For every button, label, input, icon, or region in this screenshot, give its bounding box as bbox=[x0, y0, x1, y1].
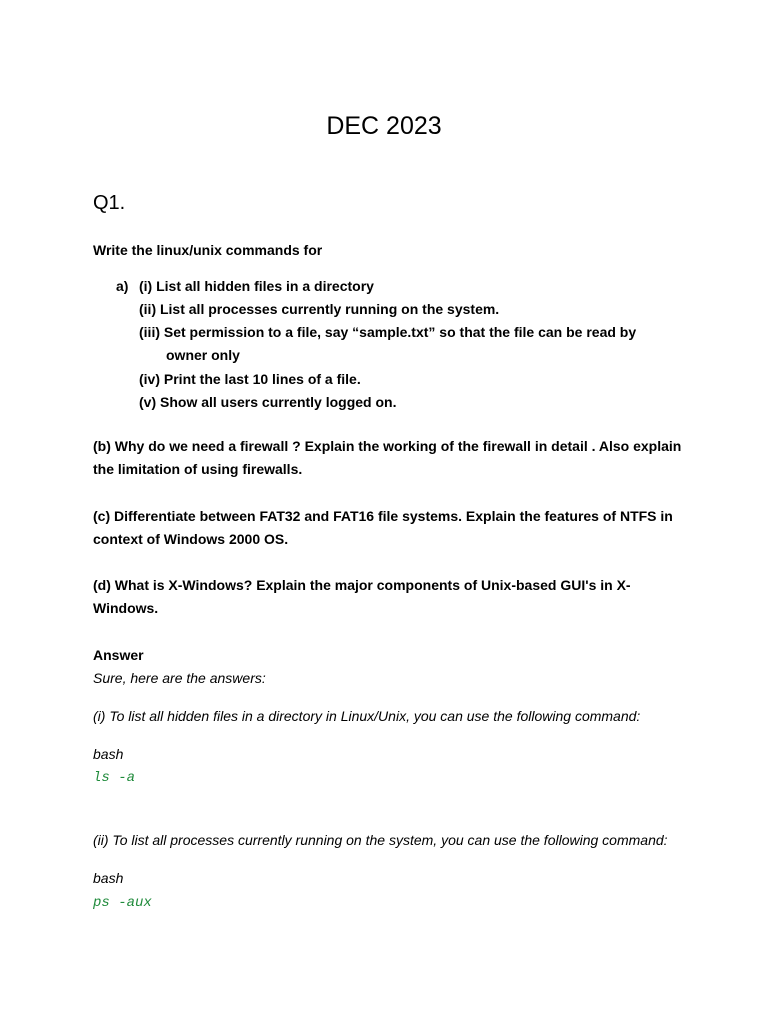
answer-intro: Sure, here are the answers: bbox=[93, 670, 266, 686]
answer-item-i-text: (i) To list all hidden files in a directory in Linux/Unix, you can use the following command: bbox=[93, 708, 641, 724]
answer-item-i-lang: bash bbox=[93, 746, 124, 762]
part-a-item-v: (v) Show all users currently logged on. bbox=[139, 394, 397, 410]
part-a-item-ii: (ii) List all processes currently running on the system. bbox=[139, 301, 500, 317]
answer-heading: Answer bbox=[93, 647, 144, 663]
page-title: DEC 2023 bbox=[326, 112, 442, 140]
answer-item-ii-code: ps -aux bbox=[93, 895, 152, 911]
question-number: Q1. bbox=[93, 192, 126, 214]
answer-item-ii-lang: bash bbox=[93, 870, 124, 886]
question-intro: Write the linux/unix commands for bbox=[93, 242, 323, 258]
part-a-item-i: (i) List all hidden files in a directory bbox=[139, 278, 374, 294]
part-a-item-iii: (iii) Set permission to a file, say “sample.txt” so that the file can be read by bbox=[139, 324, 637, 340]
part-d-text: (d) What is X-Windows? Explain the major components of Unix-based GUI's in X-Windows. bbox=[93, 577, 631, 616]
part-c-text: (c) Differentiate between FAT32 and FAT16 file systems. Explain the features of NTFS in context of Windows 2000 OS. bbox=[93, 508, 673, 547]
part-b-text: (b) Why do we need a firewall ? Explain the working of the firewall in detail . Also explain the limitation of using firewalls. bbox=[93, 438, 682, 477]
answer-item-ii-text: (ii) To list all processes currently running on the system, you can use the following command: bbox=[93, 832, 668, 848]
part-a-item-iv: (iv) Print the last 10 lines of a file. bbox=[139, 371, 361, 387]
answer-item-i-code: ls -a bbox=[93, 770, 136, 786]
part-a-item-iii-continued: owner only bbox=[166, 347, 240, 363]
part-a-marker: a) bbox=[116, 278, 129, 294]
